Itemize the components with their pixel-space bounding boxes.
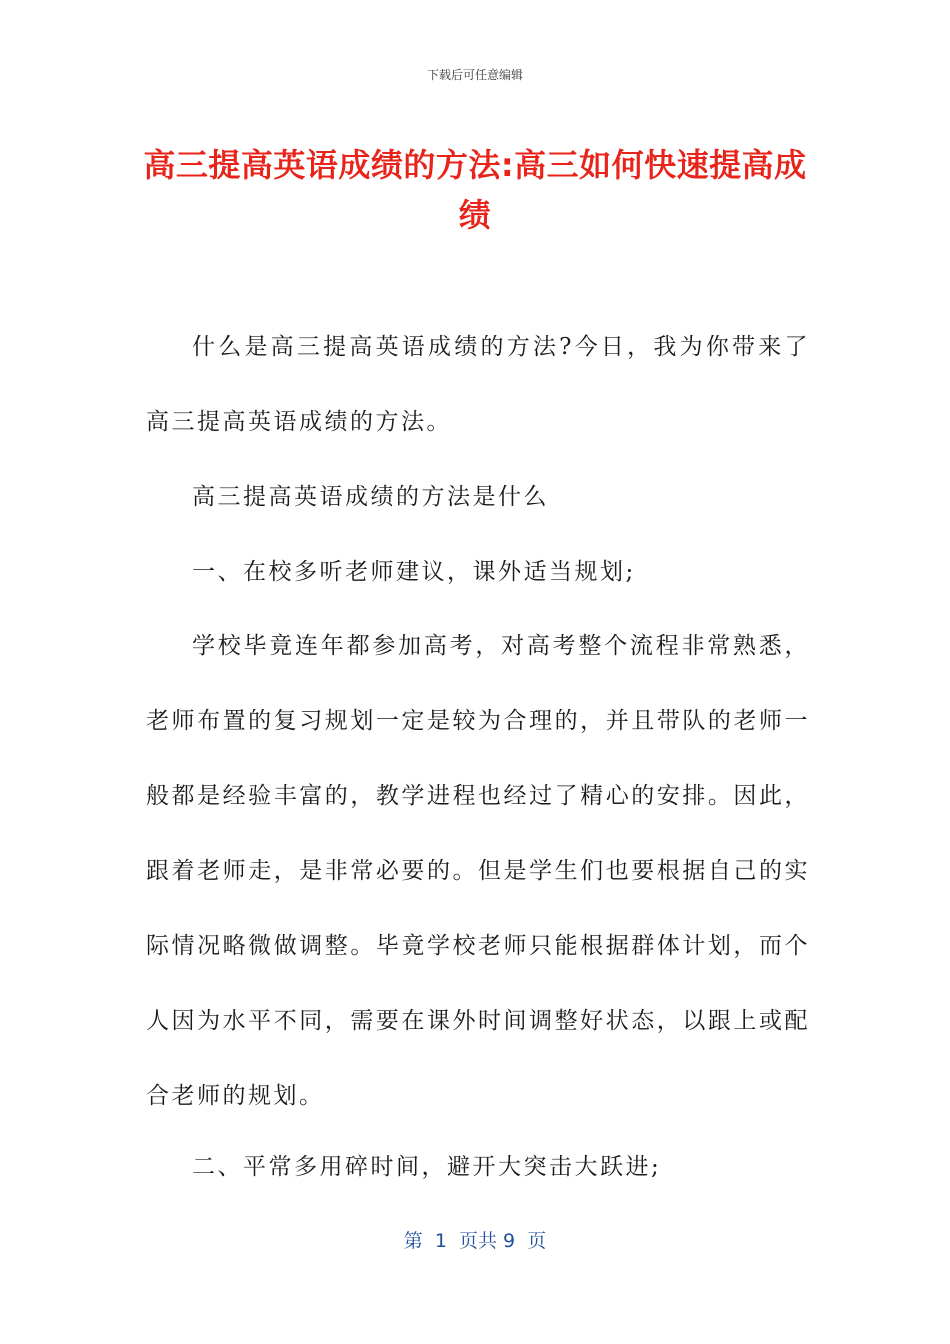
paragraph-section-one-body: 学校毕竟连年都参加高考，对高考整个流程非常熟悉，老师布置的复习规划一定是较为合理的，并且带队的老师一般都是经验丰富的，教学进程也经过了精心的安排。因此，跟着老师走，是非常必要的。但是学生们也要根据自己的实际情况略微做调整。毕竟学校老师只能根据群体计划，而个人因为水平不同，需要在课外时间调整好状态，以跟上或配合老师的规划。 (146, 633, 810, 1109)
paragraph-intro: 什么是高三提高英语成绩的方法?今日，我为你带来了高三提高英语成绩的方法。 (146, 334, 810, 435)
paragraph-heading: 高三提高英语成绩的方法是什么 (192, 484, 549, 510)
document-title: 高三提高英语成绩的方法:高三如何快速提高成绩 (143, 146, 807, 234)
header-note: 下载后可任意编辑 (426, 68, 523, 82)
paragraph-section-two: 二、平常多用碎时间，避开大突击大跃进; (192, 1154, 662, 1180)
paragraph-section-one: 一、在校多听老师建议，课外适当规划; (192, 559, 636, 585)
page-footer: 第 1 页共 9 页 (403, 1230, 547, 1252)
